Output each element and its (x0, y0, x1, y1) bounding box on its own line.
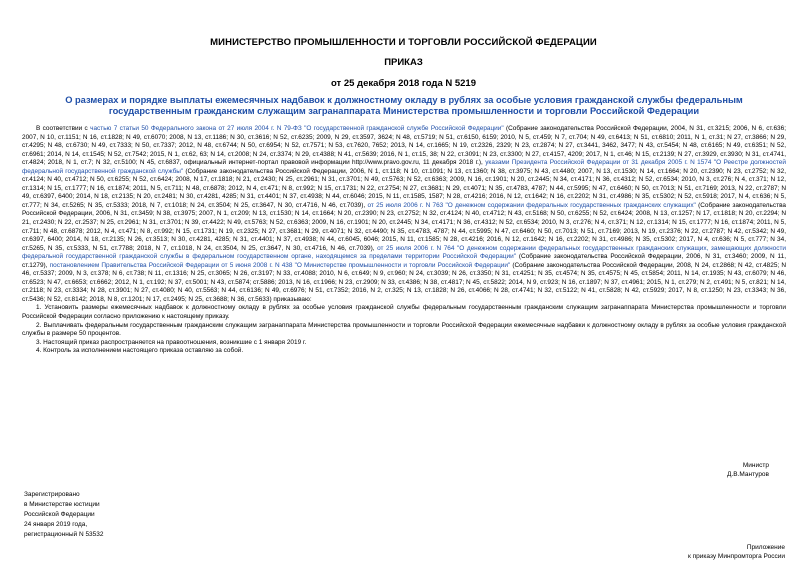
preamble-text: (Собрание законодательства Российской Федерации, 2006, N 31, ст.3459; N 38, ст.3975; 2007, N 1, ст.209; N 13, ст.1530; N 14, ст.1664; N 20, ст.2390; N 23, ст.2752; N 32, ст.4124; N 40, ст.4712; N 43, ст.5168; N 50, ст.6255; N 52, ст.6424; 2008, N 13, ст.1257; N 17, ст.1818; N 20, ст.2294; N 21, ст.2430; N 22, ст.2537; N 25, ст.2961; N 31, ст.3701; N 39, ст.4422; N 49, ст.5763; N 52, ст.6363; 2009, N 16, ст.1901; N 20, ст.2445; N 34, ст.4171; N 36, ст.4312; N 52, ст.6534; 2010, N 3, ст.276; N 4, ст.371; N 12, ст.1314; N 15, ст.1777; N 16, ст.1874; 2011, N 5, ст.711; N 48, ст.6878; 2012, N 4, ст.471; N 8, ст.992; N 15, ст.1731; N 19, ст.2325; N 27, ст.3681; N 29, ст.4071; N 32, ст.4490; N 35, ст.4783, 4787; N 44, ст.5995; N 47, ст.6460; N 50, ст.7013; N 51, ст.7169; 2013, N 19, ст.2376; N 22, ст.2787; N 42, ст.5342; N 49, ст.6397, 6400; 2014, N 18, ст.2135; N 26, ст.3513; N 30, ст.4281, 4285; N 31, ст.4401; N 37, ст.4938; N 44, ст.6045, 6046; 2015, N 11, ст.1585; N 28, ст.4216; 2016, N 12, ст.1642; N 16, ст.2202; N 31, ст.4986; N 35, ст.5302; 2017, N 4, ст.636; N 5, ст.777; N 34, ст.5265, N 35, ст.5333, N 51, ст.7788; 2018, N 7, ст.1018, N 24, ст.3504, N 25, ст.3647, N 30, ст.4716, N 46, ст.7039), (22, 201, 787, 252)
preamble-text: (Собрание законодательства Российской Федерации, 2006, N 31, ст.3460; 2009, N 11, ст.1279), (22, 253, 786, 269)
order-item-1: 1. Установить размеры ежемесячных надбавок к должностному окладу в рублях за особые условия гражданской службы федеральным государственным гражданским служащим загранаппарата Министерства промышленности и торговли Российской Федерации согласно приложению к настоящему приказу. (22, 304, 786, 321)
registration-line: Зарегистрировано (24, 491, 80, 498)
order-date-number: от 25 декабря 2018 года N 5219 (330, 78, 476, 89)
order-title: О размерах и порядке выплаты ежемесячных надбавок к должностному окладу в рублях за особые условия гражданской службы федеральным государственным гражданским служащим загранаппарата Министерства промышленности и торговли Российской Федерации (65, 95, 743, 116)
registration-line: регистрационный N 53532 (24, 531, 104, 538)
preamble-paragraph (22, 125, 786, 304)
registration-line: Российской Федерации (24, 511, 95, 518)
order-item-2: 2. Выплачивать федеральным государственным гражданским служащим загранаппарата Министерства промышленности и торговли Российской Федерации ежемесячные надбавки к должностному окладу в рублях за особые условия гражданской службы в размере 50 процентов. (22, 321, 786, 338)
legal-reference-link[interactable]: частью 7 статьи 50 Федерального закона от 27 июля 2004 г. N 79-ФЗ "О государственной гражданской службе Российской Федерации" (90, 125, 504, 132)
legal-reference-link[interactable]: указами Президента Российской Федерации от 31 декабря 2005 г. N 1574 "О Реестре должностей федеральной государственной гражданской службы" (22, 159, 786, 175)
registration-line: 24 января 2019 года, (24, 521, 88, 528)
signatory-title: Министр (742, 462, 769, 469)
appendix-label: Приложение (746, 544, 785, 551)
legal-reference-link[interactable]: от 25 июля 2006 г. N 763 "О денежном содержании федеральных государственных гражданских служащих" (367, 201, 696, 209)
registration-line: в Министерстве юстиции (24, 501, 100, 508)
legal-reference-link[interactable]: от 25 июля 2006 г. N 764 "О денежном содержании федеральных государственных гражданских служащих, замещающих должности федеральной государственной гражданской службы в федеральном государственном органе, находящемся за пределами территории Российской Федерации" (22, 244, 786, 261)
preamble-text: (Собрание законодательства Российской Федерации, 2008, N 24, ст.2868; N 42, ст.4825; N 46, ст.5337; 2009, N 3, ст.378; N 6, ст.738; N 11, ст.1316; N 25, ст.3065; N 26, ст.3197; N 33, ст.4088; 2010, N 6, ст.649; N 9, ст.960; N 24, ст.3039; N 26, ст.3350; N 31, ст.4251; N 35, ст.4574; N 35, ст.4575; N 45, ст.5854; 2011, N 14, ст.1935; N 43, ст.6079; N 46, ст.6523; N 47, ст.6653; ст.6662; 2012, N 1, ст.192; N 37, ст.5001; N 43, ст.5874; ст.5886; 2013, N 16, ст.1966; N 23, ст.2909; N 33, ст.4386; N 38, ст.4817; N 45, ст.5822; 2014, N 9, ст.923; N 16, ст.1897; N 37, ст.4961; 2015, N 1, ст.279; N 2, ст.491; N 5, ст.821; N 14, ст.2118; N 23, ст.3334; N 28, ст.3901; N 27, ст.4080; N 40, ст.5563; N 44, ст.6136; N 49, ст.6976; N 51, ст.7352; 2016, N 2, ст.325; N 13, ст.1828; N 26, ст.4066; N 28, ст.4741; N 32, ст.5122; N 41, ст.5828; N 42, ст.5929; 2017, N 8, ст.1250; N 23, ст.3343; N 36, ст.5436; N 52, ст.8142; 2018, N 8, ст.1201; N 17, ст.2495; N 25, ст.3688; N 36, ст.5633) приказываю: (22, 261, 786, 303)
order-item-4: 4. Контроль за исполнением настоящего приказа оставляю за собой. (36, 347, 244, 355)
order-heading: ПРИКАЗ (384, 57, 423, 68)
signature-block (727, 461, 769, 479)
preamble-text: (Собрание законодательства Российской Федерации, 2004, N 31, ст.3215; 2006, N 6, ст.636; 2007, N 10, ст.1151; N 16, ст.1828; N 49, ст.6070; 2008, N 13, ст.1186; N 30, ст.3616; N 52, ст.6235; 2009, N 29, ст.3597, 3624; N 48, ст.5719; N 51, ст.6150, 6159; 2010, N 5, ст.459; N 7, ст.704; N 49, ст.6413; N 51, ст.6810; 2011, N 1, ст.31; N 27, ст.3866; N 29, ст.4295; N 48, ст.6730; N 49, ст.7333; N 50, ст.7337; 2012, N 48, ст.6744; N 50, ст.6954; N 52, ст.7571; N 53, ст.7620, 7652; 2013, N 14, ст.1665; N 19, ст.2326, 2329; N 23, ст.2874; N 27, ст.3441, 3462, 3477; N 43, ст.5454; N 48, ст.6165; N 49, ст.6351; N 52, ст.6961; 2014, N 14, ст.1545; N 52, ст.7542; 2015, N 1, ст.62, 63; N 14, ст.2008; N 24, ст.3374; N 29, ст.4388; N 41, ст.5639; 2016, N 1, ст.15, 38; N 22, ст.3091; N 23, ст.3300; N 27, ст.4157, 4209; 2017, N 1, ст.46; N 15, ст.2139; N 27, ст.3929, ст.3930; N 31, ст.4741, ст.4824; 2018, N 1, ст.7; N 32, ст.5100; N 45, ст.6837, официальный интернет-портал правовой информации http://www.pravo.gov.ru, 11 декабря 2018 г.), (22, 125, 786, 167)
order-body (22, 125, 786, 356)
signatory-name: Д.В.Мантуров (727, 471, 769, 478)
ministry-heading: МИНИСТЕРСТВО ПРОМЫШЛЕННОСТИ И ТОРГОВЛИ РОССИЙСКОЙ ФЕДЕРАЦИИ (210, 37, 597, 48)
registration-block (24, 490, 104, 540)
order-item-3: 3. Настоящий приказ распространяется на правоотношения, возникшие с 1 января 2019 г. (36, 338, 307, 346)
legal-reference-link[interactable]: постановлением Правительства Российской Федерации от 5 июня 2008 г. N 438 "О Министерстве промышленности и торговли Российской Федерации" (49, 261, 511, 269)
appendix-reference: к приказу Минпромторга России (688, 553, 785, 560)
preamble-text: (Собрание законодательства Российской Федерации, 2006, N 1, ст.118; N 10, ст.1091; N 13, ст.1360; N 38, ст.3975; N 43, ст.4480; 2007, N 13, ст.1530; N 14, ст.1664; N 20, ст.2390; N 23, ст.2752; N 32, ст.4124; N 40, ст.4712; N 50, ст.6255; N 52, ст.6424; 2008, N 17, ст.1818; N 21, ст.2430; N 25, ст.2961; N 31, ст.3701; N 49, ст.5763; N 52, ст.6363; 2009, N 16, ст.1901; N 20, ст.2445; N 34, ст.4171; N 36, ст.4312; N 52, ст.6534; 2010, N 3, ст.276; N 4, ст.371; N 12, ст.1314; N 15, ст.1777; N 16, ст.1874; 2011, N 5, ст.711; N 48, ст.6878; 2012, N 4, ст.471; N 8, ст.992; N 15, ст.1731; N 22, ст.2754; N 27, ст.3681; N 29, ст.4071; N 35, ст.4783, 4787; N 44, ст.5995; N 47, ст.6460; N 50, ст.7013; N 51, ст.7169; 2013, N 22, ст.2787; N 49, ст.6397, 6400; 2014, N 18, ст.2135; N 20, ст.2481; N 30, ст.4281, 4285; N 31, ст.4401; N 37, ст.4938; N 44, ст.6046; 2015, N 11, ст.1585, 1587; N 28, ст.4216; 2016, N 12, ст.1642; N 16, ст.2202; N 31, ст.4986; N 35, ст.5302; N 52, ст.5918; 2017, N 4, ст.636; N 5, ст.777; N 34, ст.5265; N 35, ст.5333; 2018, N 7, ст.1018; N 24, ст.3504; N 25, ст.3647, N 30, ст.4716, N 46, ст.7039), (22, 167, 787, 209)
appendix-caption (688, 543, 785, 561)
preamble-text: В соответствии с (36, 125, 91, 132)
